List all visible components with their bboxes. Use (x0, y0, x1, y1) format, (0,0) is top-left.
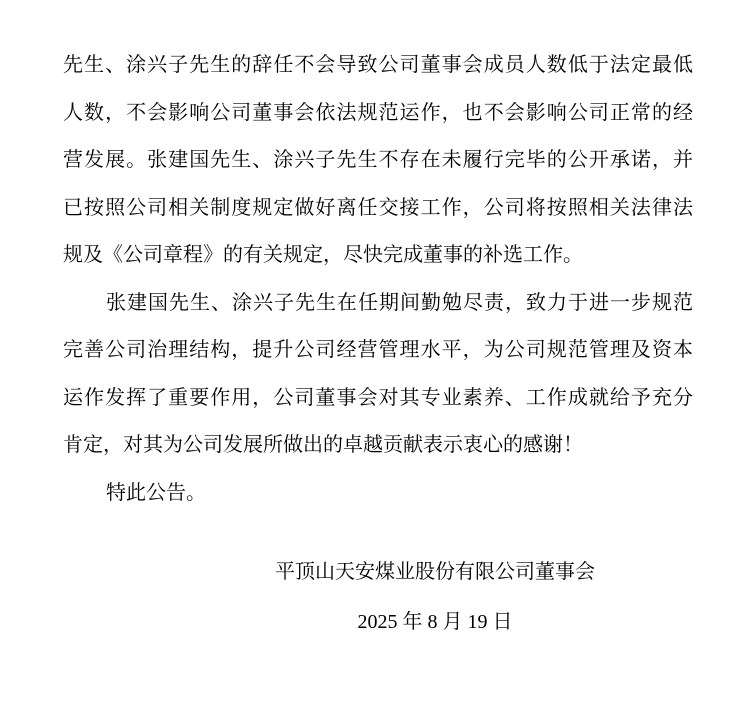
document-line: 先生、涂兴子先生的辞任不会导致公司董事会成员人数低于法定最低 (63, 54, 693, 76)
document-line: 已按照公司相关制度规定做好离任交接工作，公司将按照相关法律法 (63, 196, 693, 219)
document-line: 运作发挥了重要作用，公司董事会对其专业素养、工作成就给予充分 (63, 386, 693, 409)
closing-line: 特此公告。 (106, 481, 206, 504)
document-line: 人数，不会影响公司董事会依法规范运作，也不会影响公司正常的经 (63, 101, 693, 124)
signature-block (120, 549, 750, 646)
closing-paragraph (63, 470, 693, 518)
signature-date: 2025 年 8 月 19 日 (357, 610, 513, 633)
signature-company: 平顶山天安煤业股份有限公司董事会 (275, 561, 595, 583)
document-line: 张建国先生、涂兴子先生在任期间勤勉尽责，致力于进一步规范 (106, 291, 693, 314)
paragraph-2 (63, 280, 693, 470)
document-line: 规及《公司章程》的有关规定，尽快完成董事的补选工作。 (63, 244, 583, 266)
document-line: 营发展。张建国先生、涂兴子先生不存在未履行完毕的公开承诺，并 (63, 149, 693, 171)
paragraph-1 (63, 42, 693, 280)
document-line: 肯定，对其为公司发展所做出的卓越贡献表示衷心的感谢！ (63, 434, 583, 456)
document-line: 完善公司治理结构，提升公司经营管理水平，为公司规范管理及资本 (63, 339, 693, 361)
